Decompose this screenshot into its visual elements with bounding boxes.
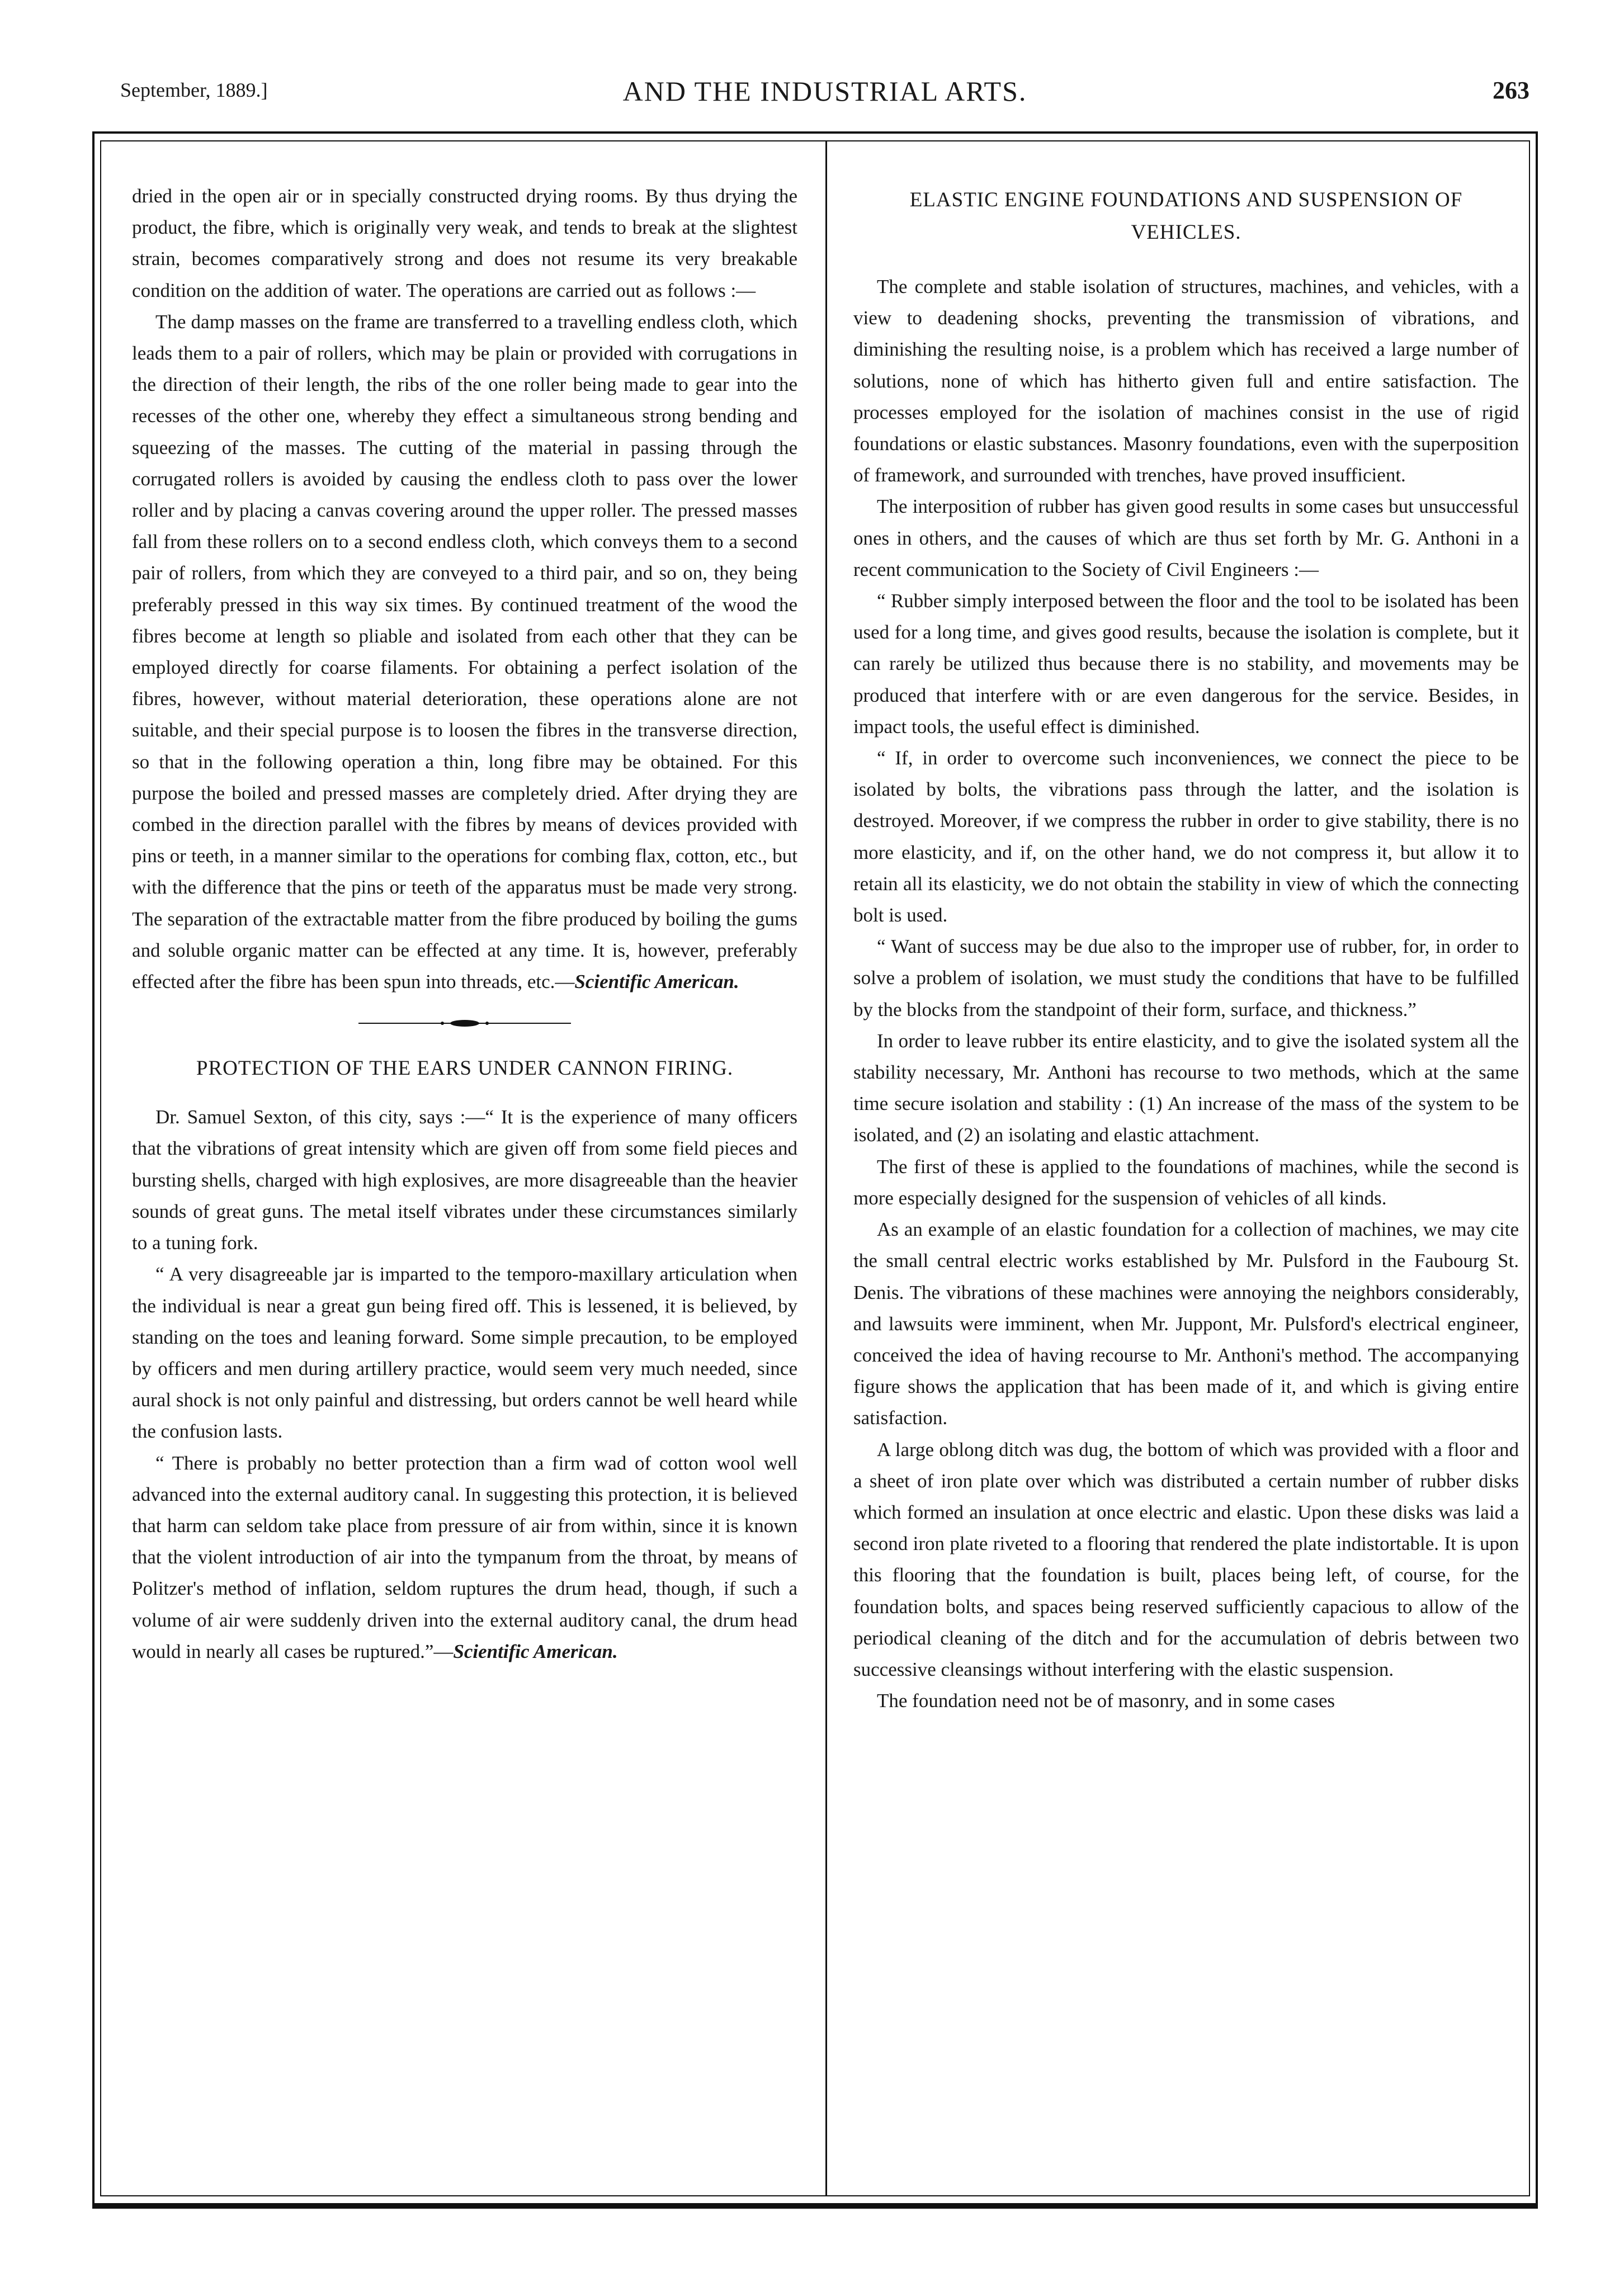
ears-article-source: Scientific American. (453, 1640, 618, 1662)
inner-frame (100, 140, 1530, 2196)
foundations-paragraph-7: The foundation need not be of masonry, and in some cases (877, 1690, 1335, 1712)
foundations-paragraph-3: In order to leave rubber its entire elasticity, and to give the isolated system all the stability necessary, Mr. Anthoni has recourse to two methods, which at the same time secure isolation and stability : (1) An increase of the mass of the system to be isolated, and (2) an isolating and elastic attachment. (853, 1029, 1519, 1146)
column-rule (825, 141, 827, 2195)
right-column (853, 181, 1519, 1717)
left-paragraph-2-text: The damp masses on the frame are transferred to a travelling endless cloth, which leads them to a pair of rollers, which may be plain or provided with corrugations in the direction of their length, the ribs of the one roller being made to gear into the recesses of the other one, whereby they effect a simultaneous strong bending and squeezing of the masses. The cutting of the material in passing through the corrugated rollers is avoided by causing the endless cloth to pass over the lower roller and by placing a canvas covering around the upper roller. The pressed masses fall from these rollers on to a second endless cloth, which conveys them to a second pair of rollers, from which they are conveyed to a third pair, and so on, they being preferably pressed in this way six times. By continued treatment of the wood the fibres become at length so pliable and isolated from each other that they can be employed directly for coarse filaments. For obtaining a perfect isolation of the fibres, however, without material deterioration, these operations alone are not suitable, and their special purpose is to loosen the fibres in the transverse direction, so that in the following operation a thin, long fibre may be obtained. For this purpose the boiled and pressed masses are completely dried. After drying they are combed in the direction parallel with the fibres by means of devices provided with pins or teeth, in a manner similar to the operations for combing flax, cotton, etc., but with the difference that the pins or teeth of the apparatus must be made very strong. The separation of the extractable matter from the fibre produced by boiling the gums and soluble organic matter can be effected at any time. It is, however, preferably effected after the fibre has been spun into threads, etc.— (132, 310, 797, 993)
ears-paragraph-1: Dr. Samuel Sexton, of this city, says :—“ It is the experience of many officers that the vibrations of great intensity which are given off from some field pieces and bursting shells, charged with high explosives, are more disagreeable than the heavier sounds of great guns. The metal itself vibrates under these circumstances similarly to a tuning fork. (132, 1106, 797, 1254)
frame-bottom-rule (92, 2203, 1538, 2209)
left-column (132, 181, 797, 1667)
foundations-paragraph-1: The complete and stable isolation of structures, machines, and vehicles, with a view to deadening shocks, preventing the transmission of vibrations, and diminishing the resulting noise, is a problem which has received a large number of solutions, none of which has hitherto given full and entire satisfaction. The processes employed for the isolation of machines consist in the use of rigid foundations or elastic substances. Masonry foundations, even with the superposition of framework, and surrounded with trenches, have proved insufficient. (853, 276, 1519, 486)
foundations-paragraph-6: A large oblong ditch was dug, the bottom of which was provided with a floor and a sheet of iron plate over which was distributed a certain number of rubber disks which formed an insulation at once electric and elastic. Upon these disks was laid a second iron plate riveted to a flooring that rendered the plate indistortable. It is upon this flooring that the foundation is built, places being left, of course, for the foundation bolts, and spaces being reserved sufficiently capacious to allow of the periodical cleaning of the ditch and for the accumulation of debris between two successive cleansings without interfering with the elastic suspension. (853, 1438, 1519, 1680)
foundations-paragraph-5: As an example of an elastic foundation for a collection of machines, we may cite the small central electric works established by Mr. Pulsford in the Faubourg St. Denis. The vibrations of these machines were annoying the neighbors considerably, and lawsuits were imminent, when Mr. Juppont, Mr. Pulsford's electrical engineer, conceived the idea of having recourse to Mr. Anthoni's method. The accompanying figure shows the application that has been made of it, and which is giving entire satisfaction. (853, 1218, 1519, 1429)
header-date: September, 1889.] (120, 79, 268, 101)
ears-paragraph-3 (132, 1448, 797, 1667)
intro-source: Scientific American. (574, 971, 739, 993)
page-frame (92, 131, 1538, 2209)
section-divider-ornament (358, 1018, 571, 1029)
foundations-paragraph-2: The interposition of rubber has given good results in some cases but unsuccessful ones in others, and the causes of which are thus set forth by Mr. G. Anthoni in a recent communication to the Society of Civil Engineers :— (853, 495, 1519, 580)
ears-paragraph-3-text: “ There is probably no better protection than a firm wad of cotton wool well advanced into the external auditory canal. In suggesting this protection, it is believed that harm can seldom take place from pressure of air from within, since it is known that the violent introduction of air into the tympanum from the throat, by means of Politzer's method of inflation, seldom ruptures the drum head, though, if such a volume of air were suddenly driven into the external auditory canal, the drum head would in nearly all cases be ruptured.”— (132, 1452, 797, 1662)
foundations-quote-1: “ Rubber simply interposed between the floor and the tool to be isolated has been used for a long time, and gives good results, because the isolation is complete, but it can rarely be utilized thus because there is no stability, and movements may be produced that interfere with or are even dangerous for the service. Besides, in impact tools, the useful effect is diminished. (853, 590, 1519, 738)
ears-article-title: PROTECTION OF THE EARS UNDER CANNON FIRING. (196, 1057, 734, 1080)
page-header (120, 75, 1529, 117)
left-paragraph-2 (132, 306, 797, 998)
foundations-paragraph-4: The first of these is applied to the foundations of machines, while the second is more especially designed for the suspension of vehicles of all kinds. (853, 1155, 1519, 1209)
foundations-quote-3: “ Want of success may be due also to the improper use of rubber, for, in order to solve a problem of isolation, we must study the conditions that have to be fulfilled by the blocks from the standpoint of their form, surface, and thickness.” (853, 935, 1519, 1020)
header-journal-title: AND THE INDUSTRIAL ARTS. (622, 75, 1027, 107)
left-paragraph-1: dried in the open air or in specially constructed drying rooms. By thus drying the product, the fibre, which is originally very weak, and tends to break at the slightest strain, becomes comparatively strong and does not resume its very breakable condition on the addition of water. The operations are carried out as follows :— (132, 185, 797, 301)
foundations-article-title: ELASTIC ENGINE FOUNDATIONS AND SUSPENSION OF VEHICLES. (909, 188, 1463, 244)
header-page-number: 263 (1493, 77, 1529, 104)
ears-paragraph-2: “ A very disagreeable jar is imparted to the temporo-maxillary articulation when the individual is near a great gun being fired off. This is lessened, it is believed, by standing on the toes and leaning forward. Some simple precaution, to be employed by officers and men during artillery practice, would seem very much needed, since aural shock is not only painful and distressing, but orders cannot be well heard while the confusion lasts. (132, 1263, 797, 1443)
foundations-quote-2: “ If, in order to overcome such inconveniences, we connect the piece to be isolated by bolts, the vibrations pass through the latter, and the isolation is destroyed. Moreover, if we compress the rubber in order to give stability, there is no more elasticity, and if, on the other hand, we do not compress it, but allow it to retain all its elasticity, we do not obtain the stability in view of which the connecting bolt is used. (853, 747, 1519, 927)
